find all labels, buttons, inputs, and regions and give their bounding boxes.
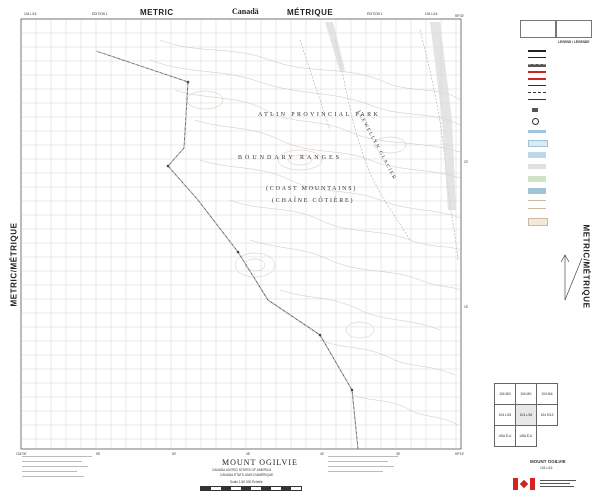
- map-title: MOUNT OGILVIE: [222, 458, 298, 467]
- edition-left: EDITION 1: [92, 12, 108, 16]
- bottom-tick-3: 45': [246, 452, 251, 456]
- legend-conversion-box: [520, 20, 556, 38]
- coord-bottom-right: 59°15': [455, 452, 464, 456]
- canada-flag-icon: [513, 478, 535, 490]
- index-cell: USA É-U: [515, 425, 537, 447]
- sheet-number-left: 104 L/16: [24, 12, 37, 16]
- footer-notes-right: [328, 456, 408, 486]
- coord-lat-low: 15': [464, 305, 469, 309]
- subtitle-line-1: CANADA UNITED STATES OF AMERICA: [212, 468, 272, 472]
- index-cell: 104 L/15: [494, 404, 516, 426]
- adjoining-sheets-index: [494, 383, 556, 449]
- department-wordmark: [540, 480, 580, 490]
- coast-mountains-label: (COAST MOUNTAINS): [266, 186, 358, 192]
- metrique-label: MÉTRIQUE: [287, 8, 334, 17]
- legend-title: LEGEND / LÉGENDE: [558, 40, 590, 44]
- coord-top-right: 59°30': [455, 14, 464, 18]
- index-cell: USA É-U: [494, 425, 516, 447]
- footer-right-title: MOUNT OGILVIE: [530, 459, 566, 464]
- side-label-left: METRIC/MÉTRIQUE: [9, 222, 19, 307]
- index-cell-current: 104 L/16: [515, 404, 537, 426]
- index-cell: 104 N/4: [536, 383, 558, 405]
- range-label: BOUNDARY RANGES: [238, 155, 342, 161]
- glacier-label: LLEWELLYN GLACIER: [355, 110, 397, 182]
- bottom-tick-4: 40': [320, 452, 325, 456]
- index-cell: 104 M/1: [515, 383, 537, 405]
- edition-right: ÉDITION 1: [367, 12, 383, 16]
- subtitle-line-2: CANADA ÉTATS-UNIS D'AMÉRIQUE: [220, 473, 274, 477]
- metric-label: METRIC: [140, 8, 174, 17]
- index-cell: 104 M/2: [494, 383, 516, 405]
- legend-panel: [470, 20, 592, 255]
- map-frame: [21, 19, 461, 449]
- side-label-right: METRIC/MÉTRIQUE: [581, 224, 591, 309]
- canada-wordmark: Canadä: [232, 7, 259, 16]
- chaine-cotiere-label: (CHAÎNE CÔTIÈRE): [272, 198, 355, 204]
- footer-right-sheet: 104 L/16: [540, 466, 553, 470]
- footer-notes-left: [22, 456, 102, 486]
- coord-lat-mid: 20': [464, 160, 469, 164]
- park-label: ATLIN PROVINCIAL PARK: [258, 112, 381, 118]
- legend-conversion-box-2: [556, 20, 592, 38]
- index-cell: 104 K/13: [536, 404, 558, 426]
- legend-rows: [470, 48, 592, 253]
- scale-text: Scale 1:50 000 Échelle: [230, 480, 263, 484]
- bottom-tick-2: 50': [172, 452, 177, 456]
- bottom-tick-5: 35': [396, 452, 401, 456]
- coord-bottom-left: 134°00': [16, 452, 27, 456]
- scale-bar: [200, 486, 302, 491]
- north-arrow-icon: [561, 255, 582, 300]
- sheet-number-right: 104 L/16: [425, 12, 438, 16]
- bottom-tick-1: 55': [96, 452, 101, 456]
